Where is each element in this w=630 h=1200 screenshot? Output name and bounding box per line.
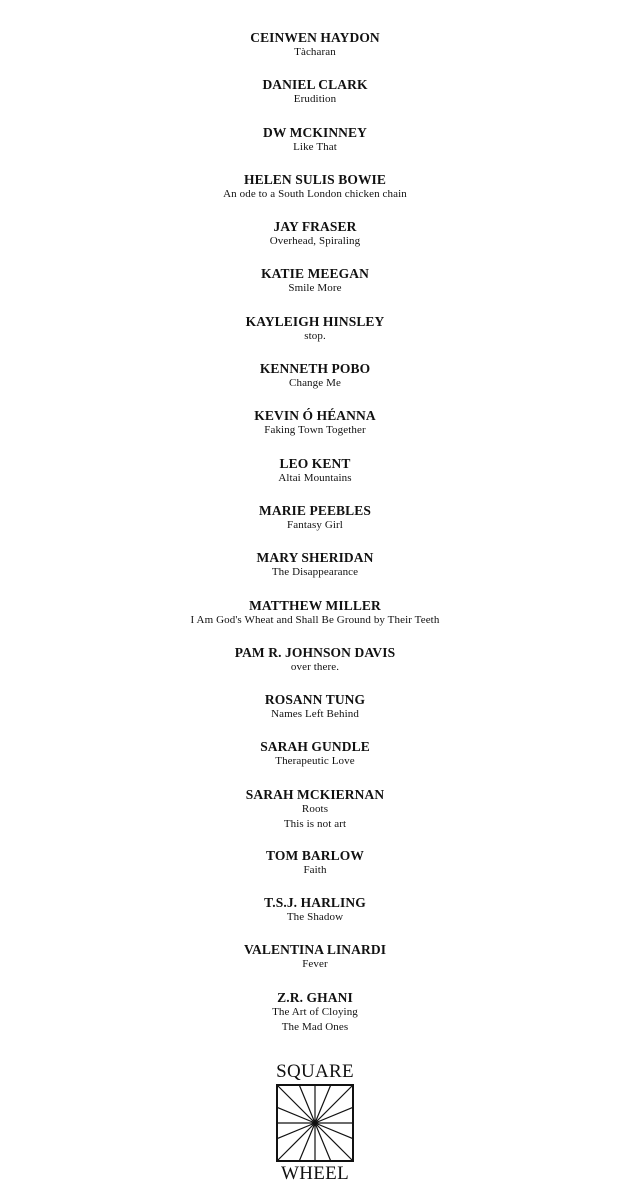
work-title: The Art of Cloying [272, 1005, 358, 1018]
contributor-name: MARY SHERIDAN [256, 550, 374, 566]
contributor-entry [0, 503, 630, 533]
work-title: Fantasy Girl [287, 518, 343, 531]
contributor-entry [0, 266, 630, 296]
work-title: Therapeutic Love [275, 755, 355, 768]
contributor-name: PAM R. JOHNSON DAVIS [234, 644, 396, 660]
contributor-name: KENNETH POBO [259, 361, 371, 377]
contributor-entry [0, 848, 630, 878]
contributor-name: DW MCKINNEY [263, 124, 367, 140]
contributor-entry [0, 787, 630, 832]
work-title: Tàcharan [294, 46, 336, 58]
contributor-entry [0, 942, 630, 972]
wheel-icon [276, 1084, 354, 1162]
contributor-name: TOM BARLOW [266, 847, 364, 863]
contributor-entry [0, 172, 630, 202]
contributor-entry [0, 739, 630, 769]
work-title: Like That [293, 140, 337, 153]
work-title: Change Me [289, 377, 341, 390]
contributor-entry [0, 361, 630, 391]
contributor-name: SARAH GUNDLE [260, 739, 370, 755]
contributor-entry [0, 990, 630, 1035]
work-title: Faith [303, 863, 327, 876]
work-title: stop. [304, 329, 326, 342]
contributor-name: HELEN SULIS BOWIE [244, 171, 386, 187]
wheel-spoke [315, 1123, 353, 1161]
contributor-entry [0, 692, 630, 722]
work-title: An ode to a South London chicken chain [223, 187, 407, 200]
work-title: I Am God's Wheat and Shall Be Ground by Their Teeth [190, 613, 440, 626]
work-title: Faking Town Together [264, 424, 366, 437]
work-title: The Shadow [286, 911, 344, 924]
contributor-name: LEO KENT [279, 455, 351, 471]
contributor-entry [0, 456, 630, 486]
work-title: This is not art [283, 817, 347, 830]
contributor-entry [0, 77, 630, 107]
work-title: Altai Mountains [278, 471, 352, 484]
contributor-name: KATIE MEEGAN [261, 266, 369, 282]
work-title: Smile More [288, 282, 342, 295]
contributor-name: JAY FRASER [273, 219, 357, 235]
contributors-list [0, 30, 630, 1035]
work-title: over there. [290, 660, 340, 673]
contributor-name: DANIEL CLARK [262, 77, 368, 93]
work-title: Names Left Behind [271, 708, 359, 721]
work-title: Overhead, Spiraling [269, 235, 361, 248]
contributor-entry [0, 125, 630, 155]
logo-bottom-word: WHEEL [281, 1163, 349, 1184]
contributor-entry [0, 645, 630, 675]
contributor-entry [0, 895, 630, 925]
contributor-name: MATTHEW MILLER [249, 597, 381, 613]
contributor-name: VALENTINA LINARDI [243, 942, 387, 958]
work-title: Erudition [293, 93, 337, 106]
work-title: The Mad Ones [281, 1020, 349, 1033]
contributor-name: KEVIN Ó HÉANNA [254, 408, 376, 424]
wheel-spoke [277, 1123, 315, 1161]
logo-top-word: SQUARE [276, 1061, 354, 1082]
contributor-entry [0, 408, 630, 438]
contributor-name: SARAH MCKIERNAN [245, 786, 385, 802]
contributor-entry [0, 550, 630, 580]
wheel-spoke [277, 1085, 315, 1123]
contributor-entry [0, 598, 630, 628]
contributor-entry [0, 219, 630, 249]
contributor-name: KAYLEIGH HINSLEY [245, 313, 385, 329]
contributor-name: CEINWEN HAYDON [250, 30, 380, 45]
contributor-entry [0, 30, 630, 60]
contributor-entry [0, 314, 630, 344]
contributor-name: T.S.J. HARLING [264, 895, 366, 911]
work-title: The Disappearance [271, 566, 359, 579]
contributor-name: ROSANN TUNG [264, 692, 366, 708]
contributor-name: Z.R. GHANI [277, 989, 353, 1005]
work-title: Roots [301, 802, 329, 815]
contributor-name: MARIE PEEBLES [259, 502, 371, 518]
square-wheel-logo [0, 1062, 630, 1184]
wheel-spoke [315, 1085, 353, 1123]
work-title: Fever [302, 958, 328, 971]
